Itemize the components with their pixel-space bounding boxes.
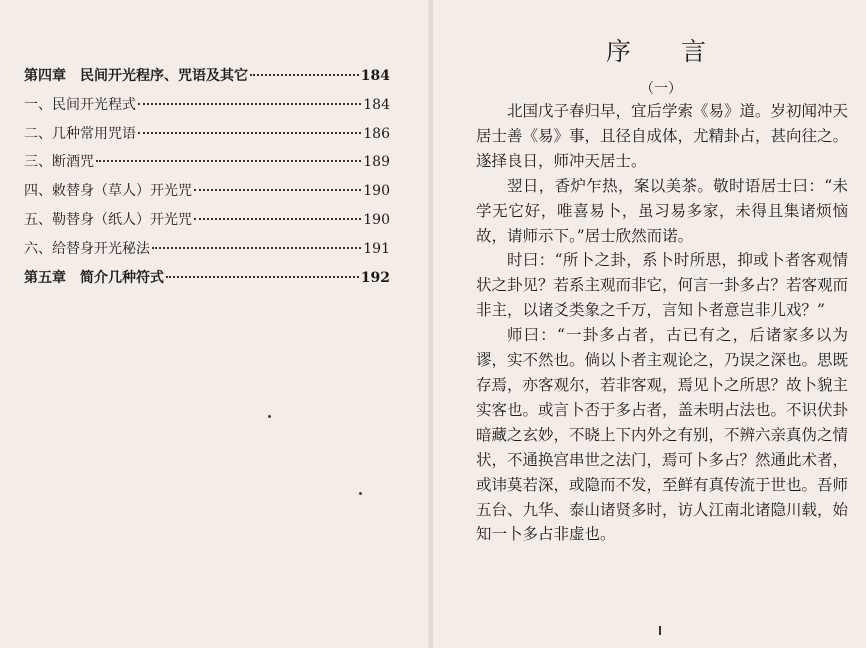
toc-entry-title: 二、几种常用咒语: [24, 125, 136, 142]
scan-speck: [359, 492, 362, 495]
toc-entry: [24, 177, 390, 206]
toc-entry: [24, 91, 390, 120]
toc-entry: [24, 120, 390, 149]
page-mark: [659, 626, 661, 635]
toc-leader-dots: [250, 74, 359, 76]
toc-leader-dots: [96, 160, 361, 162]
toc-leader-dots: [194, 218, 361, 220]
preface-paragraph: 时曰：“所卜之卦，系卜时所思，抑或卜者客观情状之卦见？若系主观而非它，何言一卦多占？若客观而非主，以诸爻类象之千万，言知卜者意岂非儿戏？”: [476, 251, 849, 320]
toc-entry: [24, 148, 390, 177]
toc-entry-title: 四、敕替身（草人）开光咒: [24, 183, 192, 200]
toc-entry-title: 三、断酒咒: [24, 154, 94, 171]
toc-leader-dots: [194, 189, 361, 191]
toc-entry-page: 184: [363, 96, 390, 113]
preface-body: [476, 99, 848, 547]
toc-leader-dots: [138, 132, 361, 134]
toc-leader-dots: [166, 276, 359, 278]
toc-leader-dots: [138, 103, 361, 105]
toc-entry: [24, 206, 390, 235]
preface-paragraph: 师曰：“一卦多占者，古已有之，后诸家多以为谬，实不然也。倘以卜者主观论之，乃误之深也。思既存焉，亦客观尔，若非客观，焉见卜之所思？故卜貌主实客也。或言卜否于多占者，盖未明占法也。不识伏卦暗藏之玄妙，不晓上下内外之有别，不辨六亲真伪之情状，不通换宫串世之法门，焉可卜多占？然通此术者，或讳莫若深，或隐而不发，至鲜有真传流于世也。吾师五台、九华、泰山诸贤多时，访人江南北诸隐川载，始知一卜多占非虚也。: [476, 326, 849, 544]
toc-entry-chapter-5: [24, 264, 390, 293]
preface-subheading: （一）: [640, 81, 682, 97]
toc-entry-title: 一、民间开光程式: [24, 96, 136, 113]
toc-entry-title: 第五章 简介几种符式: [24, 269, 164, 286]
toc-entry-page: 190: [363, 211, 390, 228]
table-of-contents: [24, 62, 390, 292]
toc-entry-title: 五、勒替身（纸人）开光咒: [24, 211, 192, 228]
toc-entry-page: 192: [360, 269, 390, 286]
toc-entry-page: 190: [363, 183, 390, 200]
toc-entry: [24, 235, 390, 264]
toc-entry-page: 184: [360, 68, 390, 84]
toc-entry-chapter-4: [24, 62, 390, 91]
preface-heading: 序言: [606, 37, 757, 66]
toc-entry-title: 六、给替身开光秘法: [24, 240, 150, 257]
toc-entry-page: 189: [363, 154, 390, 171]
toc-entry-title: 第四章 民间开光程序、咒语及其它: [24, 68, 248, 84]
preface-paragraph: 北国戊子春归早，宜后学索《易》道。岁初闻冲天居士善《易》事，且径自成体，尤精卦占，甚向往之。遂择良日，师冲天居士。: [476, 102, 849, 170]
toc-leader-dots: [152, 247, 361, 249]
toc-entry-page: 186: [363, 125, 390, 142]
toc-entry-page: 191: [363, 240, 390, 257]
scan-speck: [268, 415, 271, 418]
preface-paragraph: 翌日，香炉乍热，案以美茶。敬时语居士曰：“未学无它好，唯喜易卜，虽习易多家，未得且集诸烦恼故，请师示下。”居士欣然而诺。: [476, 176, 848, 245]
